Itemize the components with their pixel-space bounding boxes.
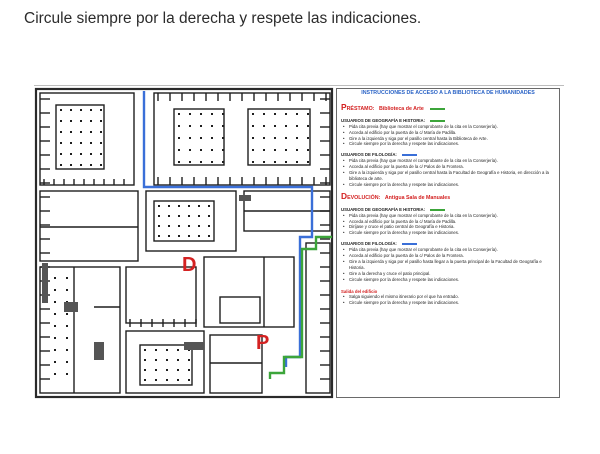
devolucion-filologia-list: [341, 247, 555, 282]
list-item: • Circule siempre por la derecha y respete las indicaciones.: [349, 300, 555, 306]
exit-list: [341, 294, 555, 306]
devolucion-marker: D: [182, 254, 197, 276]
green-legend-line: [430, 209, 445, 211]
devolucion-word: EVOLUCIÓN:: [347, 194, 381, 201]
list-item: • Gire a la derecha y cruce el patio principal.: [349, 271, 555, 277]
prestamo-section-heading: [341, 101, 555, 113]
list-item: • Pida cita previa (hay que mostrar el comprobante de la cita en la Conserjería).: [349, 213, 555, 219]
panel-title: INSTRUCCIONES DE ACCESO A LA BIBLIOTECA DE HUMANIDADES: [361, 90, 535, 96]
blue-legend-line: [402, 154, 417, 156]
list-item: • Gire a la izquierda y siga por el pasillo central hasta la Facultad de Geografía e Historia, en dirección a la biblioteca de arte.: [349, 170, 555, 182]
green-legend-line: [430, 120, 445, 122]
list-item: • Acceda al edificio por la puerta de la c/ Palos de la Frontera.: [349, 164, 555, 170]
prestamo-legend-line: [430, 108, 445, 110]
list-item: • Pida cita previa (hay que mostrar el comprobante de la cita en la Conserjería).: [349, 247, 555, 253]
devolucion-section-heading: [341, 190, 555, 202]
devolucion-location: Antigua Sala de Manuales: [384, 194, 451, 201]
blue-legend-line: [402, 243, 417, 245]
group-title-text: USUARIOS DE GEOGRAFÍA E HISTORIA:: [341, 206, 426, 212]
page-heading: Circule siempre por la derecha y respete las indicaciones.: [24, 10, 422, 27]
exit-title: Salida del edificio: [341, 288, 378, 294]
list-item: • Acceda al edificio por la puerta de la c/ María de Padilla.: [349, 219, 555, 225]
list-item: • Acceda al edificio por la puerta de la c/ Palos de la Frontera.: [349, 253, 555, 259]
prestamo-initial: P: [341, 101, 347, 112]
prestamo-geografia-list: [341, 124, 555, 148]
group-title-text: USUARIOS DE FILOLOGÍA:: [341, 152, 397, 158]
list-item: • Acceda al edificio por la puerta de la c/ María de Padilla.: [349, 130, 555, 136]
group-title-text: USUARIOS DE GEOGRAFÍA E HISTORIA:: [341, 117, 426, 123]
list-item: • Gire a la izquierda y siga por el pasillo hasta llegar a la puerta principal de la Facultad de Geografía e Historia.: [349, 259, 555, 271]
prestamo-filologia-list: [341, 158, 555, 188]
access-instructions-figure: [34, 85, 564, 402]
prestamo-location: Biblioteca de Arte: [378, 105, 424, 112]
list-item: • Gire a la izquierda y siga por el pasillo central hasta la Biblioteca de Arte.: [349, 136, 555, 142]
prestamo-marker: P: [256, 332, 270, 354]
list-item: • Pida cita previa (hay que mostrar el comprobante de la cita en la Conserjería).: [349, 158, 555, 164]
devolucion-geografia-list: [341, 213, 555, 237]
list-item: • Circule siempre por la derecha y respete las indicaciones.: [349, 182, 555, 188]
list-item: • Circule siempre por la derecha y respete las indicaciones.: [349, 277, 555, 283]
list-item: • Salga siguiendo el mismo itinerario por el que ha entrado.: [349, 294, 555, 300]
group-title-text: USUARIOS DE FILOLOGÍA:: [341, 241, 397, 247]
list-item: • Pida cita previa (hay que mostrar el comprobante de la cita en la Conserjería).: [349, 124, 555, 130]
list-item: • Circule siempre por la derecha y respete las indicaciones.: [349, 230, 555, 236]
prestamo-word: RÉSTAMO:: [346, 105, 375, 112]
floor-plan-map: [34, 87, 334, 399]
devolucion-initial: D: [341, 190, 348, 201]
list-item: • Diríjase y cruce el patio central de Geografía e Historia.: [349, 224, 555, 230]
instructions-panel: [336, 88, 560, 398]
list-item: • Circule siempre por la derecha y respete las indicaciones.: [349, 141, 555, 147]
